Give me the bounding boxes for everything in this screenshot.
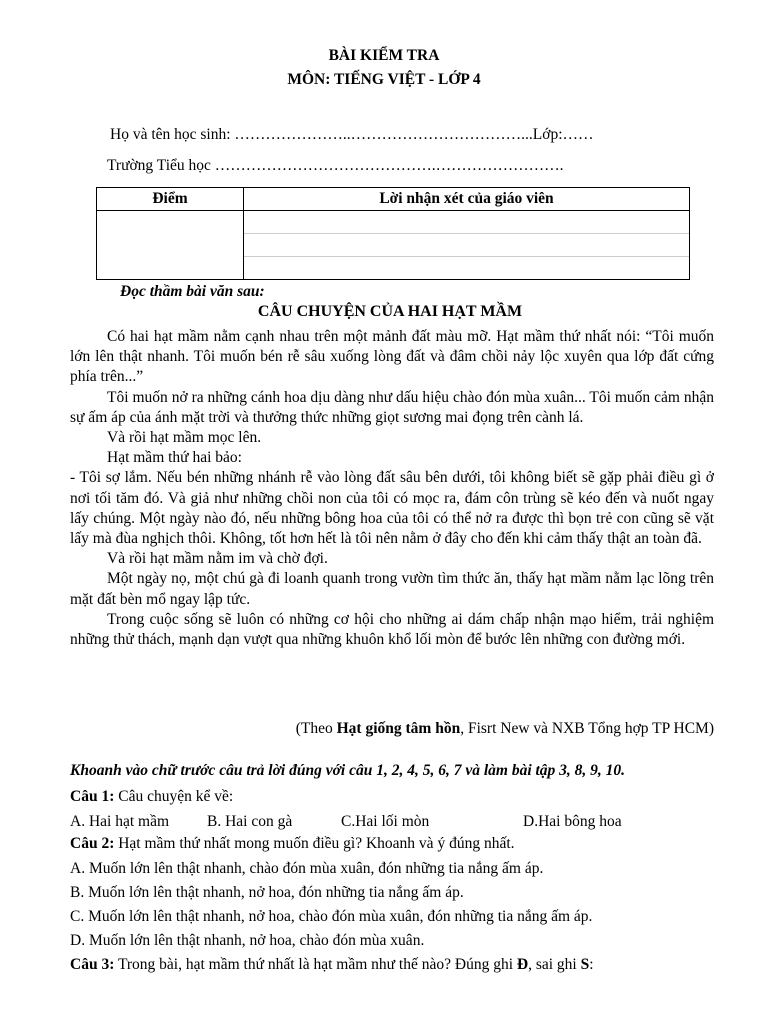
question-label: Câu 3: xyxy=(70,956,115,973)
false-mark: S xyxy=(580,956,590,973)
source-prefix: (Theo xyxy=(295,720,337,737)
comment-line xyxy=(244,233,689,234)
source-book: Hạt giống tâm hồn xyxy=(336,720,461,737)
school-line[interactable]: Trường Tiểu học …………………………………….……………………. xyxy=(107,157,564,174)
story-source xyxy=(296,720,714,738)
q1-option-b[interactable]: B. Hai con gà xyxy=(207,813,293,830)
story-paragraph: Một ngày nọ, một chú gà đi loanh quanh trong vườn tìm thức ăn, thấy hạt mầm nằm lạc lõng trên mặt đất bèn mổ ngay lập tức. xyxy=(70,570,714,608)
q2-option-d[interactable]: D. Muốn lớn lên thật nhanh, nở hoa, chào đón mùa xuân. xyxy=(70,932,425,949)
exam-subject: MÔN: TIẾNG VIỆT - LỚP 4 xyxy=(287,71,481,88)
questions-instruction: Khoanh vào chữ trước câu trả lời đúng với câu 1, 2, 4, 5, 6, 7 và làm bài tập 3, 8, 9, 10. xyxy=(70,762,626,779)
question-text: Câu chuyện kể về: xyxy=(114,788,234,805)
story-body xyxy=(70,327,714,650)
question-2 xyxy=(70,832,515,856)
question-text: : xyxy=(589,956,594,973)
true-mark: Đ xyxy=(516,956,529,973)
q1-option-d[interactable]: D.Hai bông hoa xyxy=(523,813,622,830)
source-suffix: , Fisrt New và NXB Tổng hợp TP HCM) xyxy=(460,720,714,737)
score-header: Điểm xyxy=(97,188,244,211)
story-paragraph: Và rồi hạt mầm nằm im và chờ đợi. xyxy=(107,550,328,568)
student-name-line[interactable]: Họ và tên học sinh: …………………..……………………………...Lớp:…… xyxy=(110,126,594,143)
comment-line xyxy=(244,256,689,257)
question-label: Câu 2: xyxy=(70,835,115,852)
score-cell[interactable] xyxy=(97,211,244,280)
story-paragraph: Trong cuộc sống sẽ luôn có những cơ hội cho những ai dám chấp nhận mạo hiểm, trải nghiệm những thử thách, mạnh dạn vượt qua những khuôn khổ lối mòn để bước lên những con đường mới. xyxy=(70,610,714,649)
story-paragraph: - Tôi sợ lắm. Nếu bén những nhánh rễ vào lòng đất sâu bên dưới, tôi không biết sẽ gặp phải điều gì ở nơi tối tăm đó. Và giả như những chồi non của tôi có mọc ra, đám côn trùng sẽ kéo đến và nuốt ngay lấy chúng. Một ngày nào đó, nếu những bông hoa của tôi có thể nở ra được thì bọn trẻ con cũng sẽ vặt lấy mà đùa nghịch thôi. Không, tốt hơn hết là tôi nên nằm ở đây cho đến khi cảm thấy thật an toàn đã. xyxy=(70,469,714,548)
question-3 xyxy=(70,953,594,977)
comment-cell[interactable] xyxy=(244,211,690,280)
reading-instruction: Đọc thầm bài văn sau: xyxy=(120,283,265,300)
question-text: , sai ghi xyxy=(528,956,581,973)
story-title: CÂU CHUYỆN CỦA HAI HẠT MẦM xyxy=(257,303,523,320)
q1-option-c[interactable]: C.Hai lối mòn xyxy=(341,813,430,830)
exam-title: BÀI KIỂM TRA xyxy=(328,47,440,64)
question-text: Trong bài, hạt mầm thứ nhất là hạt mầm như thế nào? Đúng ghi xyxy=(114,956,517,973)
grade-table xyxy=(96,187,690,280)
story-paragraph: Và rồi hạt mầm mọc lên. xyxy=(107,429,262,447)
q1-option-a[interactable]: A. Hai hạt mầm xyxy=(70,813,170,830)
q2-option-b[interactable]: B. Muốn lớn lên thật nhanh, nở hoa, đón những tia nắng ấm áp. xyxy=(70,884,464,901)
comment-header: Lời nhận xét của giáo viên xyxy=(244,188,690,211)
q2-option-a[interactable]: A. Muốn lớn lên thật nhanh, chào đón mùa xuân, đón những tia nắng ấm áp. xyxy=(70,860,544,877)
question-1 xyxy=(70,785,233,809)
q2-option-c[interactable]: C. Muốn lớn lên thật nhanh, nở hoa, chào đón mùa xuân, đón những tia nắng ấm áp. xyxy=(70,908,593,925)
question-label: Câu 1: xyxy=(70,788,115,805)
story-paragraph: Hạt mầm thứ hai bảo: xyxy=(107,449,242,467)
question-text: Hạt mầm thứ nhất mong muốn điều gì? Khoanh và ý đúng nhất. xyxy=(114,835,515,852)
story-paragraph: Tôi muốn nở ra những cánh hoa dịu dàng như dấu hiệu chào đón mùa xuân... Tôi muốn cảm nhận sự ấm áp của ánh mặt trời và thưởng thức những giọt sương mai đọng trên cành lá. xyxy=(70,388,714,426)
story-paragraph: Có hai hạt mầm nằm cạnh nhau trên một mảnh đất màu mỡ. Hạt mầm thứ nhất nói: “Tôi muốn lớn lên thật nhanh. Tôi muốn bén rễ sâu xuống lòng đất và đâm chồi nảy lộc xuyên qua lớp đất cứng phía trên...” xyxy=(70,328,714,386)
